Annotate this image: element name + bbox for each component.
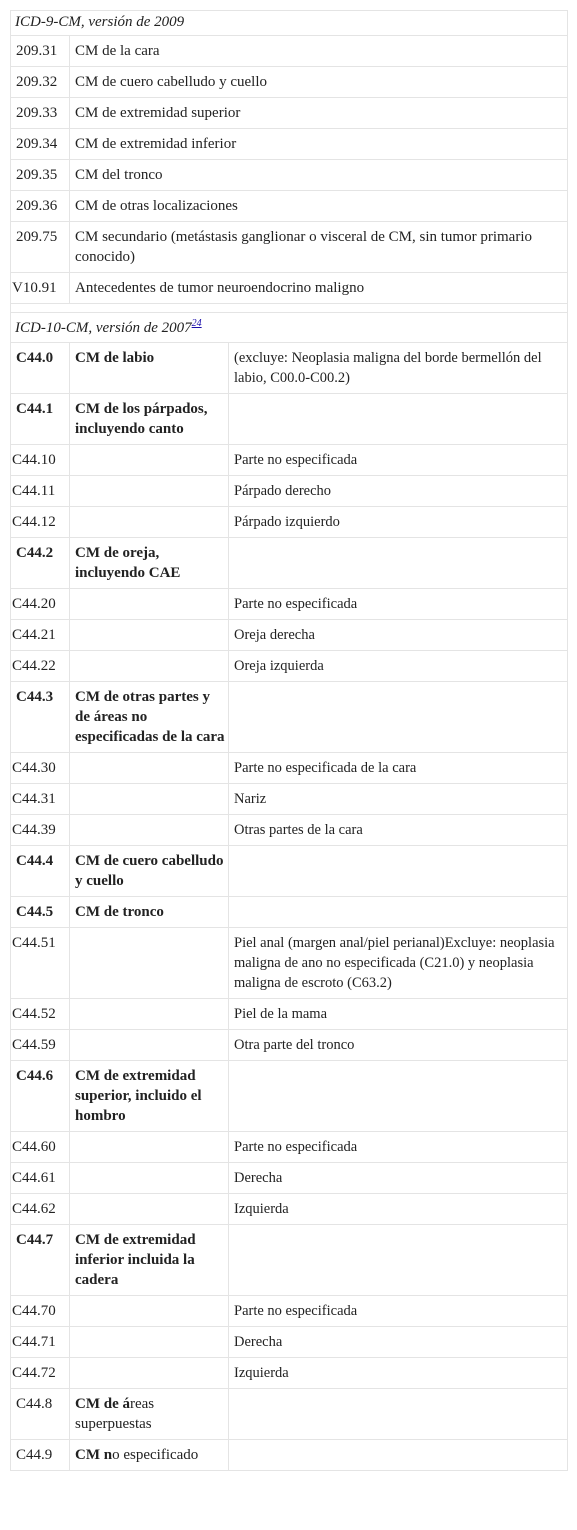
- icd10-category-row: [11, 846, 568, 897]
- icd9-code: 209.75: [11, 222, 70, 273]
- icd10-category-row: [11, 682, 568, 753]
- icd10-category-name: [70, 507, 229, 538]
- icd10-subcode-row: [11, 1163, 568, 1194]
- icd10-detail: (excluye: Neoplasia maligna del borde bermellón del labio, C00.0-C00.2): [229, 343, 568, 394]
- icd10-category-row: [11, 897, 568, 928]
- icd-code-table: [10, 10, 568, 1471]
- icd10-code: C44.8: [11, 1389, 70, 1440]
- icd9-description: CM secundario (metástasis ganglionar o visceral de CM, sin tumor primario conocido): [70, 222, 568, 273]
- icd9-code: 209.33: [11, 98, 70, 129]
- icd10-code: C44.59: [11, 1030, 70, 1061]
- icd10-code: C44.51: [11, 928, 70, 999]
- icd10-code: C44.30: [11, 753, 70, 784]
- icd10-code: C44.9: [11, 1440, 70, 1471]
- icd10-code: C44.1: [11, 394, 70, 445]
- icd-table-body: [11, 11, 568, 1471]
- icd10-category-name: [70, 589, 229, 620]
- icd9-description: CM de extremidad inferior: [70, 129, 568, 160]
- icd10-category-name: [70, 651, 229, 682]
- icd10-subcode-row: [11, 1132, 568, 1163]
- icd10-header-row: [11, 313, 568, 343]
- icd10-subcode-row: [11, 651, 568, 682]
- icd10-category-name: [70, 784, 229, 815]
- icd10-subcode-row: [11, 1296, 568, 1327]
- icd10-category-name: [70, 1030, 229, 1061]
- icd10-category-name: [70, 445, 229, 476]
- icd10-detail: Parte no especificada: [229, 1296, 568, 1327]
- icd10-detail: [229, 897, 568, 928]
- icd10-code: C44.22: [11, 651, 70, 682]
- icd10-subcode-row: [11, 620, 568, 651]
- icd9-description: CM de extremidad superior: [70, 98, 568, 129]
- category-name-bold-part: CM de á: [75, 1396, 130, 1412]
- icd10-code: C44.6: [11, 1061, 70, 1132]
- icd10-detail: Parte no especificada: [229, 1132, 568, 1163]
- icd10-category-name: CM de labio: [70, 343, 229, 394]
- icd10-subcode-row: [11, 1030, 568, 1061]
- icd10-category-name: [70, 1389, 229, 1440]
- icd10-code: C44.31: [11, 784, 70, 815]
- icd10-section-header: [11, 313, 568, 343]
- icd10-section-title: ICD-10-CM, versión de 2007: [15, 320, 192, 336]
- icd10-category-name: [70, 1163, 229, 1194]
- icd10-subcode-row: [11, 589, 568, 620]
- icd10-detail: Derecha: [229, 1163, 568, 1194]
- icd10-detail: Párpado izquierdo: [229, 507, 568, 538]
- icd10-detail: Oreja derecha: [229, 620, 568, 651]
- icd9-description: CM de la cara: [70, 36, 568, 67]
- icd10-detail: Parte no especificada de la cara: [229, 753, 568, 784]
- icd10-subcode-row: [11, 445, 568, 476]
- icd9-row: [11, 273, 568, 304]
- icd10-detail: Izquierda: [229, 1194, 568, 1225]
- icd10-category-row: [11, 1440, 568, 1471]
- icd10-category-name: CM de otras partes y de áreas no especificadas de la cara: [70, 682, 229, 753]
- icd10-category-name: CM de tronco: [70, 897, 229, 928]
- icd9-description: CM del tronco: [70, 160, 568, 191]
- icd9-description: CM de otras localizaciones: [70, 191, 568, 222]
- icd10-category-name: [70, 928, 229, 999]
- icd9-row: [11, 67, 568, 98]
- icd10-code: C44.0: [11, 343, 70, 394]
- icd10-detail: Oreja izquierda: [229, 651, 568, 682]
- icd10-code: C44.39: [11, 815, 70, 846]
- icd10-detail: [229, 538, 568, 589]
- icd10-detail: Izquierda: [229, 1358, 568, 1389]
- section-spacer: [11, 304, 568, 313]
- icd10-category-name: [70, 753, 229, 784]
- icd10-subcode-row: [11, 1358, 568, 1389]
- icd10-category-name: [70, 1194, 229, 1225]
- icd10-code: C44.4: [11, 846, 70, 897]
- icd10-detail: Otra parte del tronco: [229, 1030, 568, 1061]
- icd10-code: C44.21: [11, 620, 70, 651]
- icd10-code: C44.70: [11, 1296, 70, 1327]
- icd10-code: C44.71: [11, 1327, 70, 1358]
- icd9-row: [11, 191, 568, 222]
- icd10-detail: [229, 394, 568, 445]
- icd9-row: [11, 129, 568, 160]
- icd10-detail: [229, 1225, 568, 1296]
- icd10-category-name: [70, 620, 229, 651]
- icd10-code: C44.72: [11, 1358, 70, 1389]
- icd10-detail: [229, 1389, 568, 1440]
- icd10-detail: [229, 1061, 568, 1132]
- icd10-subcode-row: [11, 999, 568, 1030]
- icd10-category-name: [70, 1327, 229, 1358]
- icd10-code: C44.11: [11, 476, 70, 507]
- icd10-code: C44.20: [11, 589, 70, 620]
- icd10-subcode-row: [11, 784, 568, 815]
- icd10-code: C44.3: [11, 682, 70, 753]
- category-name-bold-part: CM n: [75, 1447, 113, 1463]
- icd9-row: [11, 98, 568, 129]
- category-name-rest: reas superpuestas: [75, 1396, 155, 1432]
- icd10-code: C44.61: [11, 1163, 70, 1194]
- icd9-description: Antecedentes de tumor neuroendocrino maligno: [70, 273, 568, 304]
- icd9-row: [11, 36, 568, 67]
- icd10-detail: Derecha: [229, 1327, 568, 1358]
- icd10-code: C44.2: [11, 538, 70, 589]
- icd10-subcode-row: [11, 476, 568, 507]
- icd-table-container: [10, 10, 567, 1471]
- category-name-rest: o especificado: [112, 1447, 199, 1463]
- icd9-code: 209.36: [11, 191, 70, 222]
- icd10-category-row: [11, 343, 568, 394]
- icd10-category-name: CM de oreja, incluyendo CAE: [70, 538, 229, 589]
- icd10-subcode-row: [11, 753, 568, 784]
- icd9-code: 209.35: [11, 160, 70, 191]
- icd10-code: C44.10: [11, 445, 70, 476]
- icd10-subcode-row: [11, 507, 568, 538]
- icd9-code: V10.91: [11, 273, 70, 304]
- icd9-header-row: [11, 11, 568, 36]
- icd10-category-row: [11, 1225, 568, 1296]
- icd10-category-row: [11, 538, 568, 589]
- icd10-detail: Nariz: [229, 784, 568, 815]
- icd10-code: C44.60: [11, 1132, 70, 1163]
- icd10-category-row: [11, 394, 568, 445]
- icd9-row: [11, 160, 568, 191]
- icd10-detail: [229, 1440, 568, 1471]
- icd10-subcode-row: [11, 1327, 568, 1358]
- section-spacer-row: [11, 304, 568, 313]
- icd10-detail: Piel anal (margen anal/piel perianal)Excluye: neoplasia maligna de ano no especificada (C21.0) y neoplasia maligna de escroto (C63.2): [229, 928, 568, 999]
- icd10-category-name: [70, 1358, 229, 1389]
- icd9-code: 209.32: [11, 67, 70, 98]
- icd10-detail: [229, 682, 568, 753]
- icd10-detail: Piel de la mama: [229, 999, 568, 1030]
- icd9-code: 209.31: [11, 36, 70, 67]
- icd10-category-name: [70, 1440, 229, 1471]
- icd10-category-name: CM de cuero cabelludo y cuello: [70, 846, 229, 897]
- icd10-category-name: CM de extremidad inferior incluida la cadera: [70, 1225, 229, 1296]
- icd10-detail: Párpado derecho: [229, 476, 568, 507]
- icd10-detail: Otras partes de la cara: [229, 815, 568, 846]
- icd10-category-row: [11, 1389, 568, 1440]
- reference-link[interactable]: 24: [191, 318, 202, 329]
- icd10-code: C44.52: [11, 999, 70, 1030]
- icd10-detail: Parte no especificada: [229, 445, 568, 476]
- icd10-category-name: [70, 999, 229, 1030]
- icd10-category-row: [11, 1061, 568, 1132]
- icd9-row: [11, 222, 568, 273]
- icd10-code: C44.7: [11, 1225, 70, 1296]
- icd10-subcode-row: [11, 928, 568, 999]
- icd10-category-name: [70, 1296, 229, 1327]
- icd10-detail: [229, 846, 568, 897]
- icd10-category-name: [70, 476, 229, 507]
- icd10-category-name: CM de extremidad superior, incluido el hombro: [70, 1061, 229, 1132]
- icd10-detail: Parte no especificada: [229, 589, 568, 620]
- icd9-section-title: ICD-9-CM, versión de 2009: [11, 11, 568, 36]
- icd10-category-name: CM de los párpados, incluyendo canto: [70, 394, 229, 445]
- icd10-subcode-row: [11, 1194, 568, 1225]
- icd10-code: C44.12: [11, 507, 70, 538]
- icd10-code: C44.62: [11, 1194, 70, 1225]
- icd10-code: C44.5: [11, 897, 70, 928]
- icd10-category-name: [70, 815, 229, 846]
- icd10-category-name: [70, 1132, 229, 1163]
- icd10-subcode-row: [11, 815, 568, 846]
- icd9-description: CM de cuero cabelludo y cuello: [70, 67, 568, 98]
- icd9-code: 209.34: [11, 129, 70, 160]
